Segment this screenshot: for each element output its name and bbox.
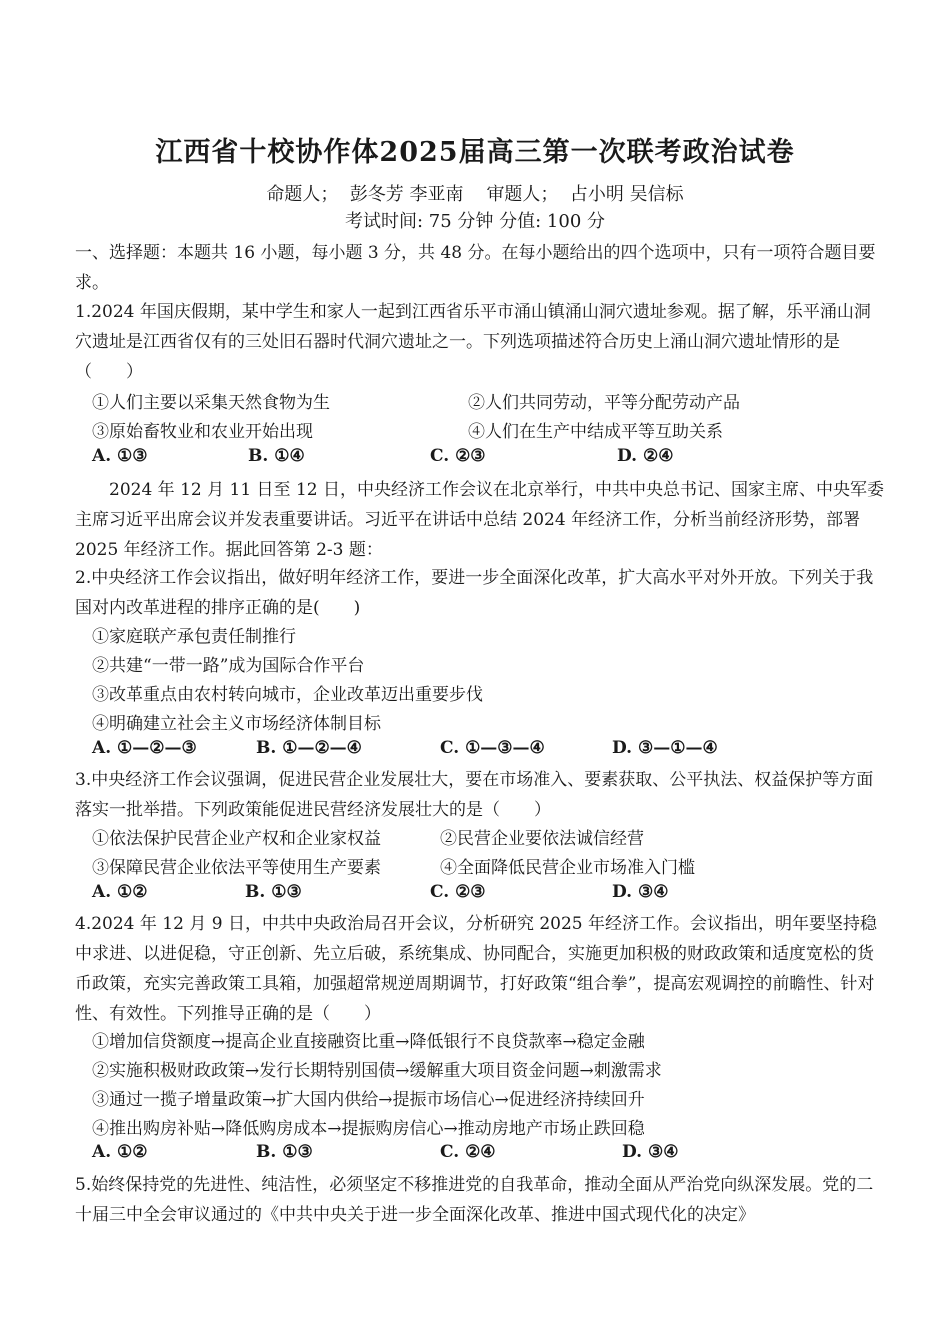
q1-choice-d: D. ②④ bbox=[617, 446, 674, 466]
reviewers-names: 占小明 吴信标 bbox=[569, 184, 684, 205]
q3-option-1: ①依法保护民营企业产权和企业家权益 bbox=[92, 829, 381, 849]
q2-option-4: ④明确建立社会主义市场经济体制目标 bbox=[92, 714, 381, 734]
q2-choice-a: A. ①—②—③ bbox=[92, 738, 197, 758]
q3-choice-a: A. ①② bbox=[92, 882, 148, 902]
q2-stem: 2.中央经济工作会议指出，做好明年经济工作，要进一步全面深化改革，扩大高水平对外开放。下列关于我国对内改革进程的排序正确的是( ) bbox=[75, 568, 874, 618]
q3-choice-b: B. ①③ bbox=[245, 882, 302, 902]
q4-choice-c: C. ②④ bbox=[440, 1142, 496, 1162]
q1-option-2: ②人们共同劳动，平等分配劳动产品 bbox=[468, 393, 740, 413]
q2-choice-c: C. ①—③—④ bbox=[440, 738, 545, 758]
q4-option-2: ②实施积极财政政策→发行长期特别国债→缓解重大项目资金问题→刺激需求 bbox=[92, 1061, 662, 1081]
q1-option-1: ①人们主要以采集天然食物为生 bbox=[92, 393, 330, 413]
q2-option-2: ②共建“一带一路”成为国际合作平台 bbox=[92, 656, 365, 676]
q1-option-3: ③原始畜牧业和农业开始出现 bbox=[92, 422, 313, 442]
authors-label: 命题人； bbox=[266, 184, 339, 205]
exam-title: 江西省十校协作体2025届高三第一次联考政治试卷 bbox=[155, 137, 795, 168]
q4-choice-a: A. ①② bbox=[92, 1142, 148, 1162]
section-heading: 一、选择题：本题共 16 小题，每小题 3 分，共 48 分。在每小题给出的四个选项中，只有一项符合题目要求。 bbox=[75, 243, 876, 293]
q1-choice-b: B. ①④ bbox=[248, 446, 305, 466]
q5-stem: 5.始终保持党的先进性、纯洁性，必须坚定不移推进党的自我革命，推动全面从严治党向纵深发展。党的二十届三中全会审议通过的《中共中央关于进一步全面深化改革、推进中国式现代化的决定》 bbox=[75, 1175, 874, 1225]
q2-choice-d: D. ③—①—④ bbox=[612, 738, 718, 758]
q3-option-4: ④全面降低民营企业市场准入门槛 bbox=[440, 858, 695, 878]
q3-choice-c: C. ②③ bbox=[430, 882, 486, 902]
q4-option-4: ④推出购房补贴→降低购房成本→提振购房信心→推动房地产市场止跌回稳 bbox=[92, 1119, 645, 1139]
q4-option-3: ③通过一揽子增量政策→扩大国内供给→提振市场信心→促进经济持续回升 bbox=[92, 1090, 645, 1110]
exam-info: 考试时间: 75 分钟 分值: 100 分 bbox=[345, 211, 605, 232]
q4-stem: 4.2024 年 12 月 9 日，中共中央政治局召开会议，分析研究 2025 年经济工作。会议指出，明年要坚持稳中求进、以进促稳，守正创新、先立后破，系统集成、协同配合，实施更加积极的财政政策和适度宽松的货币政策，充实完善政策工具箱，加强超常规逆周期调节，打好政策“组合拳”，提高宏观调控的前瞻性、针对性、有效性。下列推导正确的是（ ） bbox=[75, 914, 878, 1024]
q4-choice-d: D. ③④ bbox=[622, 1142, 679, 1162]
q3-option-3: ③保障民营企业依法平等使用生产要素 bbox=[92, 858, 381, 878]
q2-option-1: ①家庭联产承包责任制推行 bbox=[92, 627, 296, 647]
material-passage: 2024 年 12 月 11 日至 12 日，中央经济工作会议在北京举行，中共中央总书记、国家主席、中央军委主席习近平出席会议并发表重要讲话。习近平在讲话中总结 2024 年经济工作，分析当前经济形势，部署 2025 年经济工作。据此回答第 2-3 题： bbox=[75, 480, 884, 560]
q2-choice-b: B. ①—②—④ bbox=[256, 738, 362, 758]
q2-option-3: ③改革重点由农村转向城市，企业改革迈出重要步伐 bbox=[92, 685, 483, 705]
q1-option-4: ④人们在生产中结成平等互助关系 bbox=[468, 422, 723, 442]
q4-choice-b: B. ①③ bbox=[256, 1142, 313, 1162]
q1-choice-a: A. ①③ bbox=[92, 446, 148, 466]
authors-names: 彭冬芳 李亚南 bbox=[349, 184, 464, 205]
reviewers-label: 审题人； bbox=[486, 184, 559, 205]
authors-line bbox=[0, 180, 950, 206]
q3-stem: 3.中央经济工作会议强调，促进民营企业发展壮大，要在市场准入、要素获取、公平执法、权益保护等方面落实一批举措。下列政策能促进民营经济发展壮大的是（ ） bbox=[75, 770, 874, 820]
q3-option-2: ②民营企业要依法诚信经营 bbox=[440, 829, 644, 849]
q3-choice-d: D. ③④ bbox=[612, 882, 669, 902]
q1-stem: 1.2024 年国庆假期，某中学生和家人一起到江西省乐平市涌山镇涌山洞穴遗址参观。据了解，乐平涌山洞穴遗址是江西省仅有的三处旧石器时代洞穴遗址之一。下列选项描述符合历史上涌山洞穴遗址情形的是（ ） bbox=[75, 302, 871, 382]
q4-option-1: ①增加信贷额度→提高企业直接融资比重→降低银行不良贷款率→稳定金融 bbox=[92, 1032, 645, 1052]
q1-choice-c: C. ②③ bbox=[430, 446, 486, 466]
